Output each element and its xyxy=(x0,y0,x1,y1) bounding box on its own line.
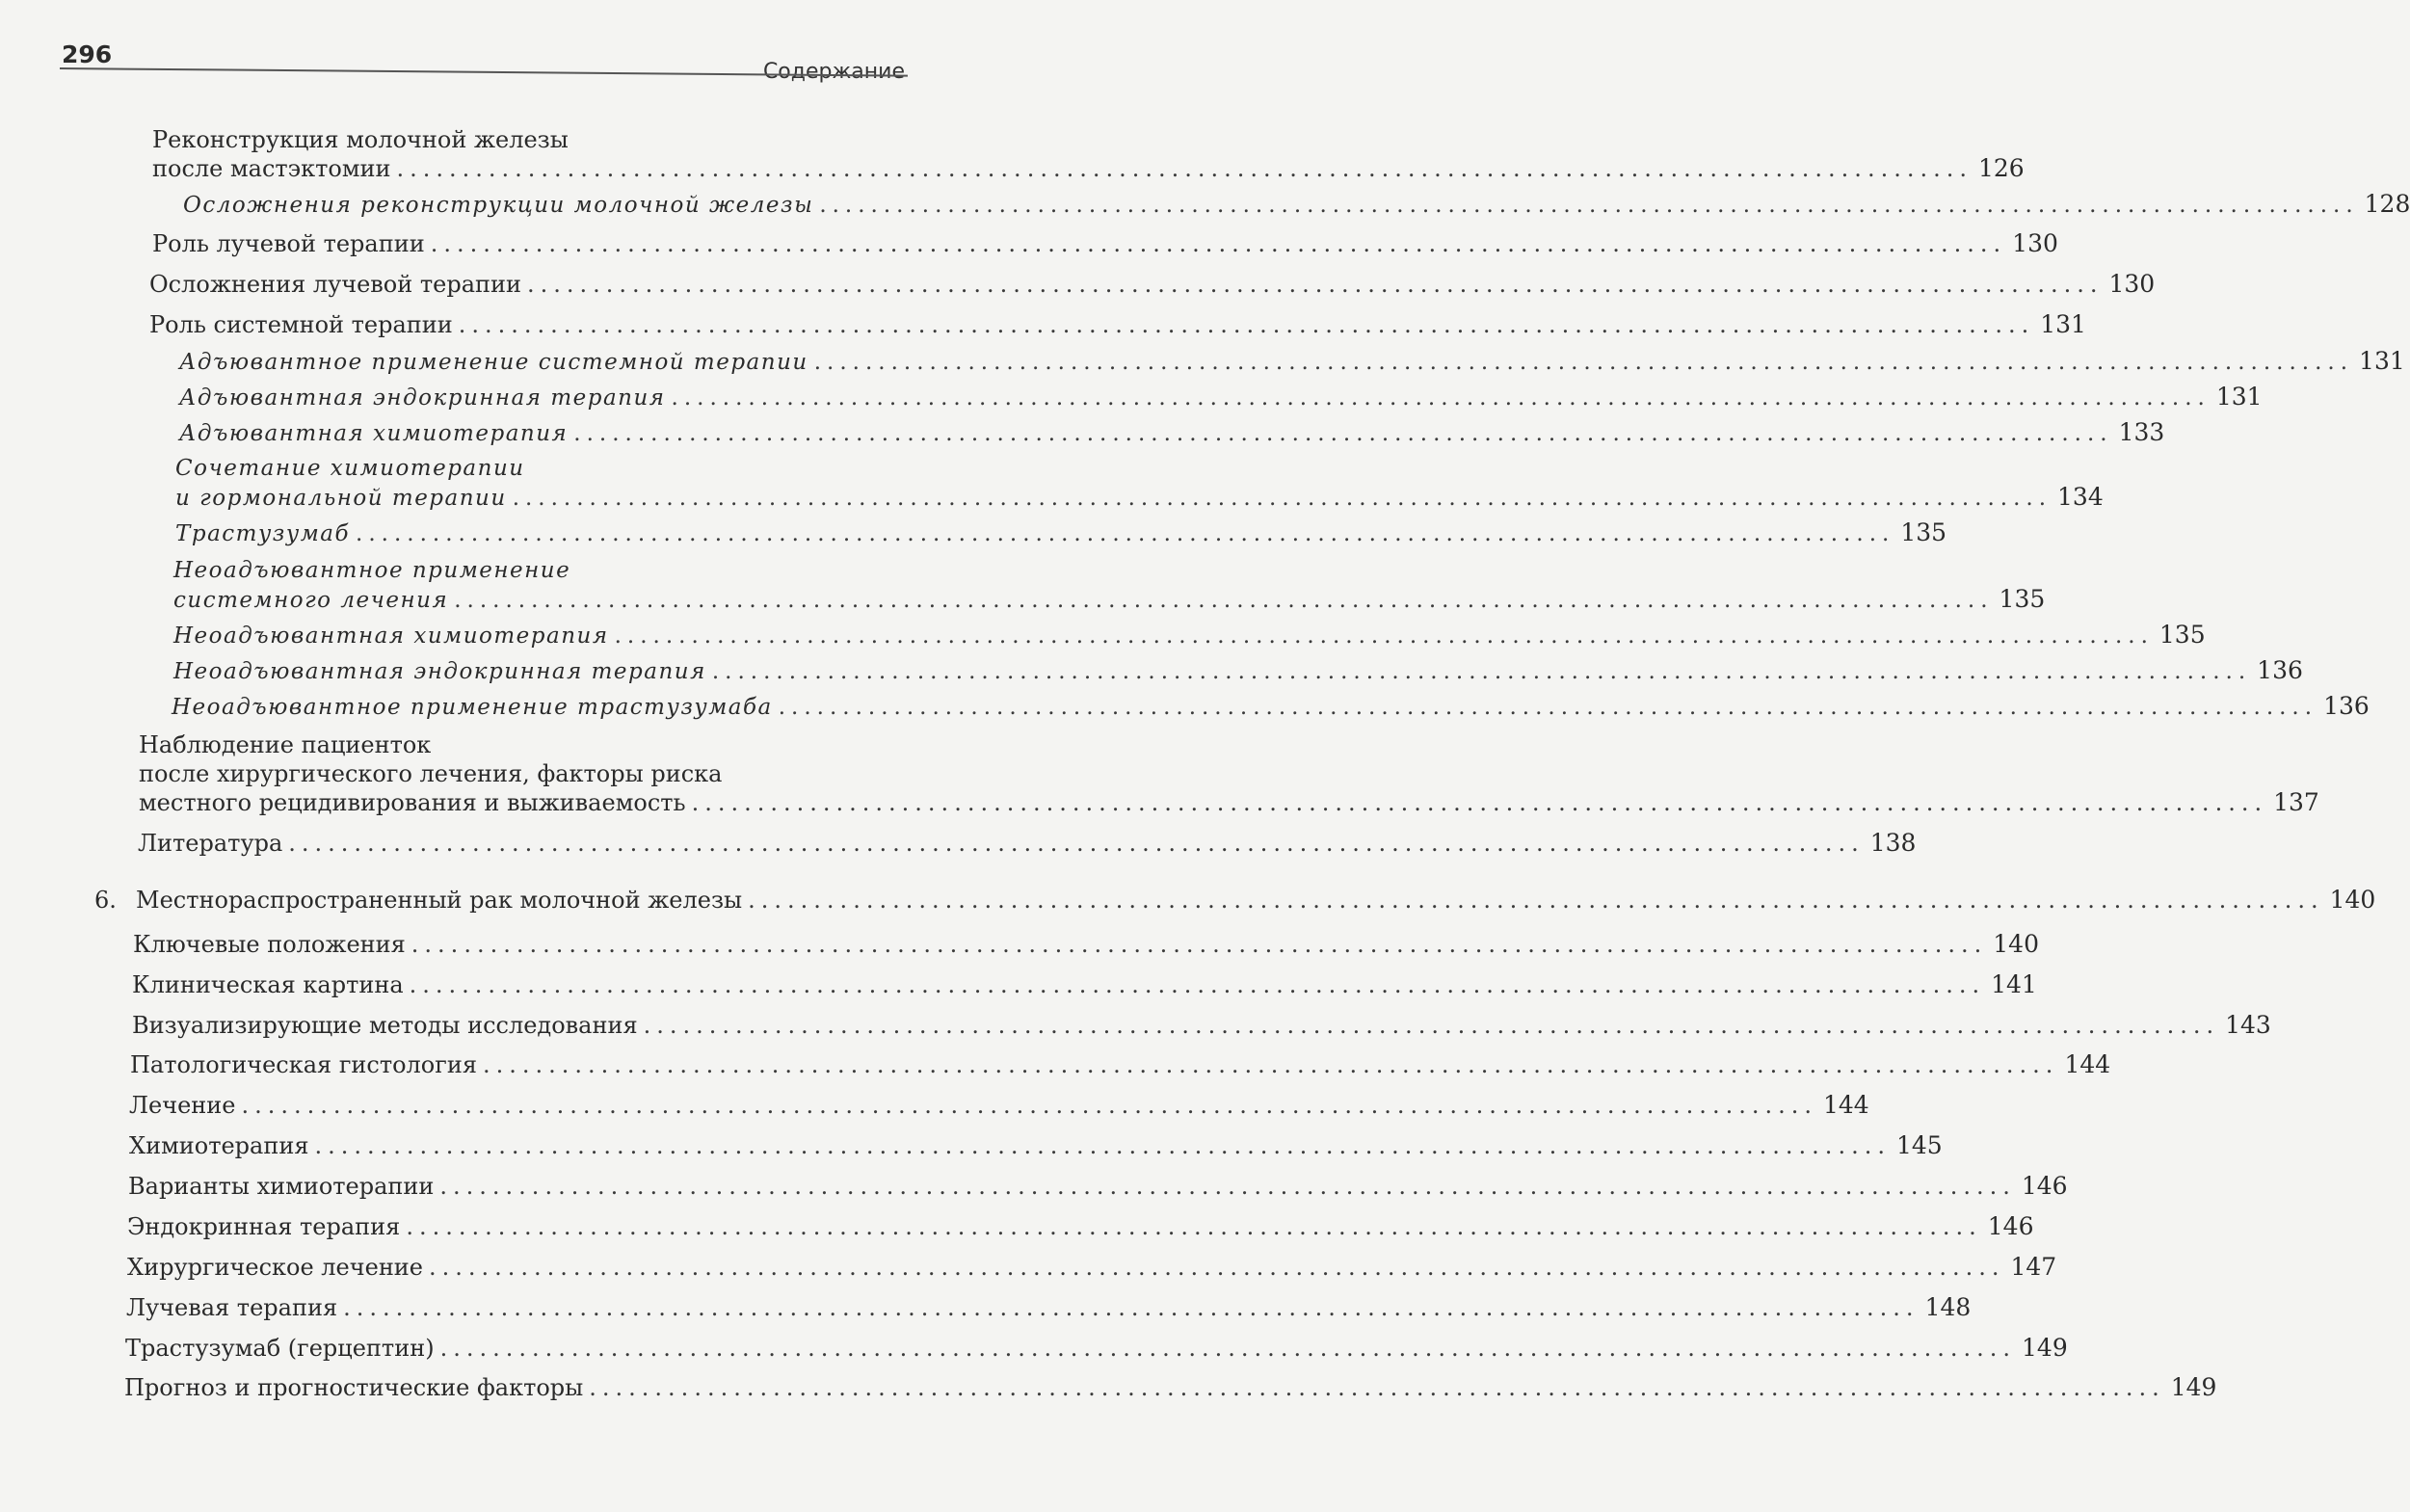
toc-entry xyxy=(127,1253,2057,1282)
toc-page-number: 135 xyxy=(1999,585,2046,613)
toc-entry-title: Осложнения реконструкции молочной железы xyxy=(183,193,814,218)
toc-entry-title: Адъювантная эндокринная терапия xyxy=(179,385,666,411)
toc-entry-title: и гормональной терапии xyxy=(175,486,507,511)
toc-entry-title: Патологическая гистология xyxy=(130,1051,477,1078)
toc-entry-title-line: Неоадъювантное применение xyxy=(173,558,571,583)
toc-entry-title: местного рецидивирования и выживаемость xyxy=(139,789,686,816)
toc-entry-title: Варианты химиотерапии xyxy=(128,1173,435,1200)
toc-entry-title: Адъювантное применение системной терапии xyxy=(179,350,808,375)
toc-page-number: 131 xyxy=(2359,347,2405,375)
toc-page-number: 136 xyxy=(2257,656,2303,684)
toc-page-number: 130 xyxy=(2012,229,2058,257)
toc-entry-title: Неоадъювантная эндокринная терапия xyxy=(173,659,706,684)
dot-leader: ........................................................................................................................ xyxy=(691,789,2268,816)
dot-leader: ........................................................................................................................ xyxy=(439,1173,2016,1200)
toc-entry-title: Неоадъювантное применение трастузумаба xyxy=(172,695,773,720)
toc-entry xyxy=(149,310,2086,339)
toc-page-number: 128 xyxy=(2364,190,2410,218)
toc-page-number: 138 xyxy=(1869,829,1917,857)
toc-page-number: 135 xyxy=(1900,518,1947,546)
dot-leader: ........................................................................................................................ xyxy=(482,1051,2059,1078)
toc-entry-title: Адъювантная химиотерапия xyxy=(179,421,569,446)
dot-leader: ........................................................................................................................ xyxy=(429,1254,2005,1281)
toc-entry xyxy=(152,229,2058,258)
toc-entry-title-line: после хирургического лечения, факторы риска xyxy=(139,760,723,787)
toc-entry xyxy=(183,190,2410,220)
toc-page-number: 140 xyxy=(2329,886,2376,914)
toc-entry xyxy=(173,656,2303,686)
toc-page-number: 131 xyxy=(2040,310,2086,338)
toc-entry xyxy=(179,383,2263,412)
toc-entry-title: Ключевые положения xyxy=(133,931,406,958)
toc-page-number: 137 xyxy=(2273,788,2319,816)
toc-entry xyxy=(128,1172,2068,1201)
toc-entry-title: Прогноз и прогностические факторы xyxy=(124,1374,584,1401)
toc-page-number: 130 xyxy=(2108,270,2156,298)
toc-entry-title-line: Наблюдение пациенток xyxy=(139,731,432,758)
dot-leader: ........................................................................................................................ xyxy=(512,486,2052,511)
toc-entry-title: Визуализирующие методы исследования xyxy=(132,1012,638,1039)
toc-entry-title: Эндокринная терапия xyxy=(127,1213,401,1240)
toc-entry xyxy=(149,270,2156,299)
dot-leader: ........................................................................................................................ xyxy=(396,155,1973,182)
toc-entry-title: Клиническая картина xyxy=(132,971,404,998)
toc-entry xyxy=(132,1011,2271,1040)
toc-page-number: 146 xyxy=(1987,1212,2034,1240)
toc-entry-title: Местнораспространенный рак молочной железы xyxy=(136,887,743,914)
toc-entry xyxy=(133,930,2039,959)
dot-leader: ........................................................................................................................ xyxy=(527,271,2104,298)
toc-page-number: 143 xyxy=(2225,1011,2271,1039)
toc-entry xyxy=(173,556,2046,615)
toc-entry-title: Неоадъювантная химиотерапия xyxy=(173,623,609,649)
toc-entry-title: Литература xyxy=(138,830,283,857)
toc-entry-title: Химиотерапия xyxy=(129,1132,309,1159)
toc-entry xyxy=(125,1334,2068,1363)
toc-page-number: 144 xyxy=(1822,1091,1869,1119)
dot-leader: ........................................................................................................................ xyxy=(748,887,2324,914)
toc-page-number: 144 xyxy=(2064,1050,2111,1078)
toc-entry-title: Трастузумаб xyxy=(175,521,351,546)
page-number: 296 xyxy=(62,40,113,68)
toc-page-number: 136 xyxy=(2323,692,2370,720)
toc-page-number: 147 xyxy=(2010,1253,2057,1281)
toc-page-number: 131 xyxy=(2215,383,2263,411)
dot-leader: ........................................................................................................................ xyxy=(314,1132,1891,1159)
toc-page-number: 134 xyxy=(2057,483,2104,511)
toc-entry xyxy=(179,418,2165,448)
toc-page-number: 135 xyxy=(2158,621,2206,649)
dot-leader: ........................................................................................................................ xyxy=(241,1092,1817,1119)
dot-leader: ........................................................................................................................ xyxy=(343,1294,1920,1321)
toc-entry-title: Лучевая терапия xyxy=(126,1294,338,1321)
toc-entry-title: Хирургическое лечение xyxy=(127,1254,424,1281)
toc-entry xyxy=(127,1212,2034,1241)
toc-page-number: 140 xyxy=(1993,930,2039,958)
chapter-number: 6. xyxy=(94,887,117,914)
toc-entry xyxy=(173,621,2206,650)
toc-entry xyxy=(172,692,2370,722)
toc-entry xyxy=(132,970,2037,999)
toc-page-number: 149 xyxy=(2170,1373,2217,1401)
dot-leader: ........................................................................................................................ xyxy=(406,1213,1982,1240)
dot-leader: ........................................................................................................................ xyxy=(288,830,1865,857)
toc-entry xyxy=(136,886,2376,915)
toc-page-number: 146 xyxy=(2021,1172,2068,1200)
toc-entry-title: Роль лучевой терапии xyxy=(152,230,425,257)
toc-entry xyxy=(130,1050,2111,1079)
dot-leader: ........................................................................................................................ xyxy=(614,623,2154,649)
dot-leader: ........................................................................................................................ xyxy=(671,385,2211,411)
toc-entry xyxy=(129,1131,1943,1160)
running-title: Содержание xyxy=(762,60,905,84)
toc-entry xyxy=(179,347,2405,377)
dot-leader: ........................................................................................................................ xyxy=(643,1012,2220,1039)
toc-entry xyxy=(175,454,2104,513)
dot-leader: ........................................................................................................................ xyxy=(356,521,1895,546)
toc-entry-title-line: Сочетание химиотерапии xyxy=(175,456,525,481)
toc-page-number: 148 xyxy=(1924,1293,1972,1321)
toc-page-number: 149 xyxy=(2022,1334,2068,1362)
toc-entry xyxy=(129,1091,1869,1120)
toc-entry-title: Лечение xyxy=(129,1092,236,1119)
toc-entry xyxy=(152,125,2025,183)
dot-leader: ........................................................................................................................ xyxy=(410,931,1988,958)
dot-leader: ........................................................................................................................ xyxy=(409,971,1986,998)
dot-leader: ........................................................................................................................ xyxy=(813,350,2354,375)
toc-entry xyxy=(175,518,1947,548)
toc-entry-title-line: Реконструкция молочной железы xyxy=(152,126,569,153)
toc-entry xyxy=(138,829,1917,858)
dot-leader: ........................................................................................................................ xyxy=(439,1335,2017,1362)
toc-entry xyxy=(124,1373,2217,1402)
toc-page-number: 145 xyxy=(1895,1131,1943,1159)
dot-leader: ........................................................................................................................ xyxy=(430,230,2007,257)
toc-page-number: 141 xyxy=(1991,970,2037,998)
toc-entry xyxy=(126,1293,1972,1322)
toc-entry-title: системного лечения xyxy=(173,588,449,613)
dot-leader: ........................................................................................................................ xyxy=(573,421,2113,446)
toc-page-number: 133 xyxy=(2118,418,2165,446)
toc-entry-title: Роль системной терапии xyxy=(149,311,453,338)
dot-leader: ........................................................................................................................ xyxy=(819,193,2359,218)
toc-page-number: 126 xyxy=(1977,154,2025,182)
dot-leader: ........................................................................................................................ xyxy=(711,659,2252,684)
dot-leader: ........................................................................................................................ xyxy=(454,588,1994,613)
toc-entry-title: Осложнения лучевой терапии xyxy=(149,271,522,298)
dot-leader: ........................................................................................................................ xyxy=(778,695,2318,720)
dot-leader: ........................................................................................................................ xyxy=(458,311,2035,338)
toc-entry xyxy=(139,730,2319,817)
toc-entry-title: Трастузумаб (герцептин) xyxy=(125,1335,435,1362)
dot-leader: ........................................................................................................................ xyxy=(589,1374,2165,1401)
toc-entry-title: после мастэктомии xyxy=(152,155,391,182)
